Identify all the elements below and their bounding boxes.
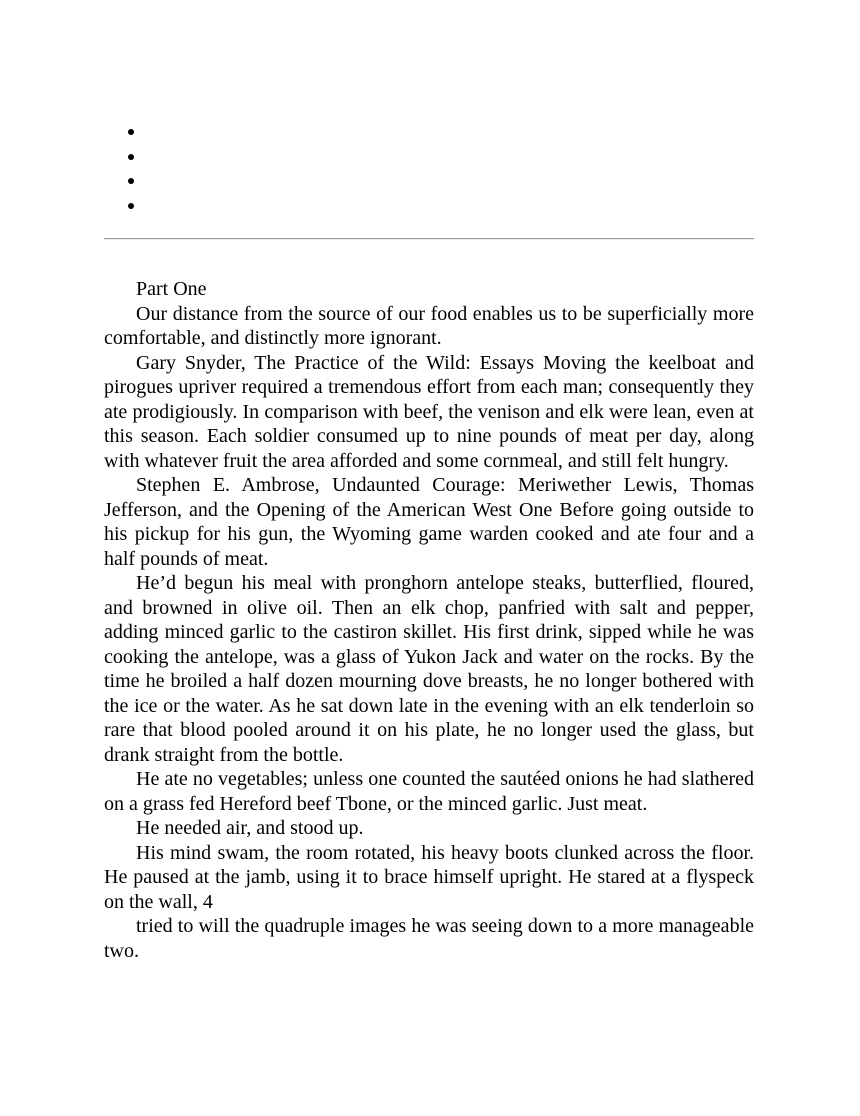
part-heading: Part One	[136, 278, 207, 300]
horizontal-divider	[104, 238, 754, 240]
body-paragraph: tried to will the quadruple images he was seeing down to a more manageable two.	[104, 915, 754, 962]
epigraph-paragraph: Our distance from the source of our food enables us to be superficially more comfortable, and distinctly more ignorant.	[104, 302, 754, 349]
body-text	[104, 277, 754, 963]
body-paragraph: He ate no vegetables; unless one counted the sautéed onions he had slathered on a grass fed Hereford beef Tbone, or the minced garlic. Just meat.	[104, 768, 754, 815]
body-paragraph: He’d begun his meal with pronghorn antelope steaks, butterflied, floured, and browned in olive oil. Then an elk chop, panfried with salt and pepper, adding minced garlic to the castiron skillet. His first drink, sipped while he was cooking the antelope, was a glass of Yukon Jack and water on the rocks. By the time he broiled a half dozen mourning dove breasts, he no longer bothered with the ice or the water. As he sat down late in the evening with an elk tenderloin so rare that blood pooled around it on his plate, he no longer used the glass, but drank straight from the bottle.	[104, 572, 754, 766]
body-paragraph: Gary Snyder, The Practice of the Wild: Essays Moving the keelboat and pirogues upriver required a tremendous effort from each man; consequently they ate prodigiously. In comparison with beef, the venison and elk were lean, even at this season. Each soldier consumed up to nine pounds of meat per day, along with whatever fruit the area afforded and some cornmeal, and still felt hungry.	[104, 351, 754, 472]
body-paragraph: Stephen E. Ambrose, Undaunted Courage: Meriwether Lewis, Thomas Jefferson, and the Opening of the American West One Before going outside to his pickup for his gun, the Wyoming game warden cooked and ate four and a half pounds of meat.	[104, 474, 754, 570]
body-paragraph: His mind swam, the room rotated, his heavy boots clunked across the floor. He paused at the jamb, using it to brace himself upright. He stared at a flyspeck on the wall, 4	[104, 841, 754, 913]
bullet-list	[104, 120, 128, 218]
body-paragraph: He needed air, and stood up.	[136, 817, 364, 839]
